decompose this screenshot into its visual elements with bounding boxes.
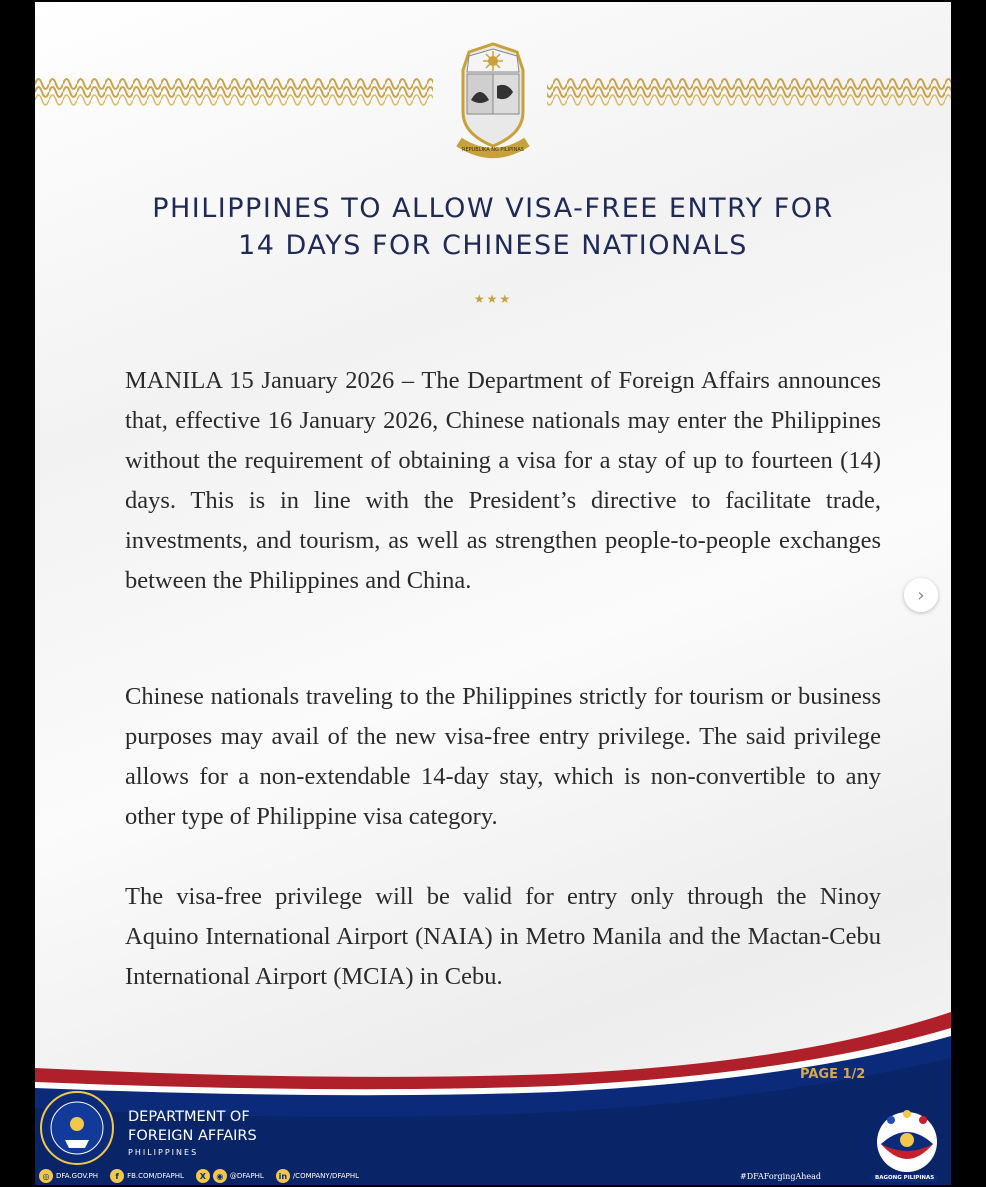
title-line-2: 14 DAYS FOR CHINESE NATIONALS: [238, 230, 748, 261]
body-paragraph-1: [125, 361, 881, 601]
linkedin-icon: in: [276, 1169, 290, 1183]
page-indicator: PAGE 1/2: [800, 1067, 866, 1082]
social-website-text: DFA.GOV.PH: [56, 1172, 99, 1180]
decorative-stars: ★★★: [473, 292, 513, 306]
social-facebook-text: FB.COM/DFAPHL: [127, 1172, 184, 1180]
globe-icon: ◎: [39, 1169, 53, 1183]
paragraph-text: Chinese nationals traveling to the Philippines strictly for tourism or business purposes may avail of the new visa-free entry privilege. The said privilege allows for a non-extendable 14-day stay, which is non-convertible to any other type of Philippine visa category.: [125, 683, 881, 830]
page-title: [75, 190, 911, 264]
seal-text: REPUBLIKA NG PILIPINAS: [462, 147, 524, 153]
department-name: [128, 1108, 257, 1157]
paragraph-text: MANILA 15 January 2026 – The Department of Foreign Affairs announces that, effective 16 January 2026, Chinese nationals may enter the Philippines without the requirement of obtaining a visa for a stay of up to fourteen (14) days. This is in line with the President’s directive to facilitate trade, investments, and tourism, as well as strengthen people-to-people exchanges between the Philippines and China.: [125, 367, 881, 594]
hashtag: #DFAForgingAhead: [740, 1172, 822, 1181]
social-linkedin-text: /COMPANY/DFAPHL: [292, 1172, 360, 1180]
announcement-post: [35, 2, 951, 1185]
bagong-pilipinas-label: BAGONG PILIPINAS: [871, 1174, 938, 1182]
instagram-icon: ◉: [213, 1169, 227, 1183]
dept-line-1: DEPARTMENT OF: [128, 1109, 250, 1125]
facebook-icon: f: [110, 1169, 124, 1183]
social-facebook[interactable]: [110, 1169, 184, 1183]
footer-banner: [35, 1012, 951, 1185]
body-paragraph-2: [125, 677, 881, 837]
x-icon: X: [196, 1169, 210, 1183]
social-links: [39, 1169, 359, 1183]
social-x-instagram[interactable]: [196, 1169, 264, 1183]
dfa-seal-icon: [39, 1090, 115, 1166]
body-paragraph-3: [125, 877, 881, 997]
philippine-coat-of-arms: [439, 42, 547, 160]
social-website[interactable]: [39, 1169, 98, 1183]
paragraph-text: The visa-free privilege will be valid for entry only through the Ninoy Aquino International Airport (NAIA) in Metro Manila and the Mactan-Cebu International Airport (MCIA) in Cebu.: [125, 883, 881, 990]
title-line-1: PHILIPPINES TO ALLOW VISA-FREE ENTRY FOR: [152, 193, 834, 224]
social-linkedin[interactable]: [276, 1169, 359, 1183]
chevron-right-icon: ›: [917, 584, 925, 606]
bagong-pilipinas-logo: [867, 1100, 947, 1180]
social-instagram-text: @DFAPHL: [229, 1172, 264, 1180]
dept-line-2: FOREIGN AFFAIRS: [128, 1128, 257, 1144]
dept-line-3: PHILIPPINES: [128, 1148, 199, 1157]
next-slide-button[interactable]: [904, 578, 938, 612]
